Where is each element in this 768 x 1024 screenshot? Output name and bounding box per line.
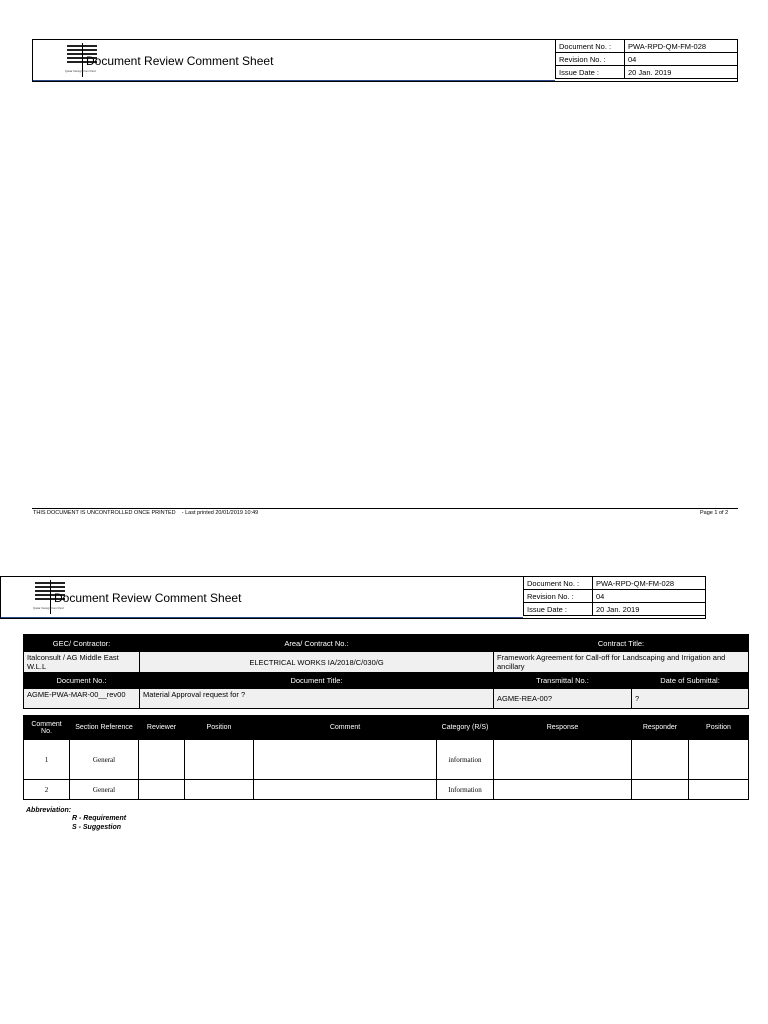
- transmittal-no-label: Transmittal No.:: [494, 673, 632, 689]
- meta-row: Revision No. : 04: [524, 590, 706, 603]
- col-category: Category (R/S): [437, 716, 494, 740]
- meta-row: Revision No. : 04: [556, 53, 738, 66]
- gec-contractor-value: Italconsult / AG Middle East W.L.L: [24, 652, 140, 673]
- contract-title-label: Contract Title:: [494, 635, 749, 652]
- abbreviation-suggestion: S - Suggestion: [72, 824, 121, 831]
- col-comment: Comment: [254, 716, 437, 740]
- meta-row: Document No. : PWA-RPD-QM-FM-028: [556, 40, 738, 53]
- col-position-responder: Position: [689, 716, 749, 740]
- organization-logo: Qatar Design Fan Paid: [63, 43, 107, 79]
- contract-info-table: [23, 634, 749, 709]
- page1-meta-table: [555, 39, 738, 79]
- col-section-reference: Section Reference: [70, 716, 139, 740]
- abbreviation-title: Abbreviation:: [26, 807, 72, 814]
- document-title-label: Document Title:: [140, 673, 494, 689]
- transmittal-no-value: AGME-REA-00?: [494, 689, 632, 709]
- table-row: 1 General information: [24, 740, 749, 780]
- date-of-submittal-label: Date of Submittal:: [632, 673, 749, 689]
- col-responder: Responder: [632, 716, 689, 740]
- footer-rule: [32, 508, 738, 509]
- meta-row: Issue Date : 20 Jan. 2019: [524, 603, 706, 616]
- col-position: Position: [185, 716, 254, 740]
- area-contract-value: ELECTRICAL WORKS IA/2018/C/030/G: [140, 652, 494, 673]
- contract-title-value: Framework Agreement for Call-off for Landscaping and Irrigation and ancillary: [494, 652, 749, 673]
- sheet-title: Document Review Comment Sheet: [86, 54, 274, 68]
- area-contract-label: Area/ Contract No.:: [140, 635, 494, 652]
- table-row: 2 General Information: [24, 780, 749, 800]
- col-response: Response: [494, 716, 632, 740]
- gec-contractor-label: GEC/ Contractor:: [24, 635, 140, 652]
- col-reviewer: Reviewer: [139, 716, 185, 740]
- meta-row: Issue Date : 20 Jan. 2019: [556, 66, 738, 79]
- date-of-submittal-value: ?: [632, 689, 749, 709]
- footer-last-printed: - Last printed 20/01/2019 10:49: [181, 510, 259, 516]
- document-no-label: Document No.:: [24, 673, 140, 689]
- page2-meta-table: [523, 576, 706, 616]
- document-no-value: AGME-PWA-MAR-00__rev00: [24, 689, 140, 709]
- footer-page-number: Page 1 of 2: [700, 510, 729, 516]
- footer-uncontrolled: THIS DOCUMENT IS UNCONTROLLED ONCE PRINTED - Last printed 20/01/2019 10:49: [33, 510, 259, 516]
- organization-logo: Qatar Design Fan Paid: [31, 580, 75, 616]
- col-comment-no: Comment No.: [24, 716, 70, 740]
- meta-row: Document No. : PWA-RPD-QM-FM-028: [524, 577, 706, 590]
- comments-table: [23, 715, 749, 800]
- document-title-value: Material Approval request for ?: [140, 689, 494, 709]
- abbreviation-requirement: R - Requirement: [72, 815, 127, 822]
- sheet-title: Document Review Comment Sheet: [54, 591, 242, 605]
